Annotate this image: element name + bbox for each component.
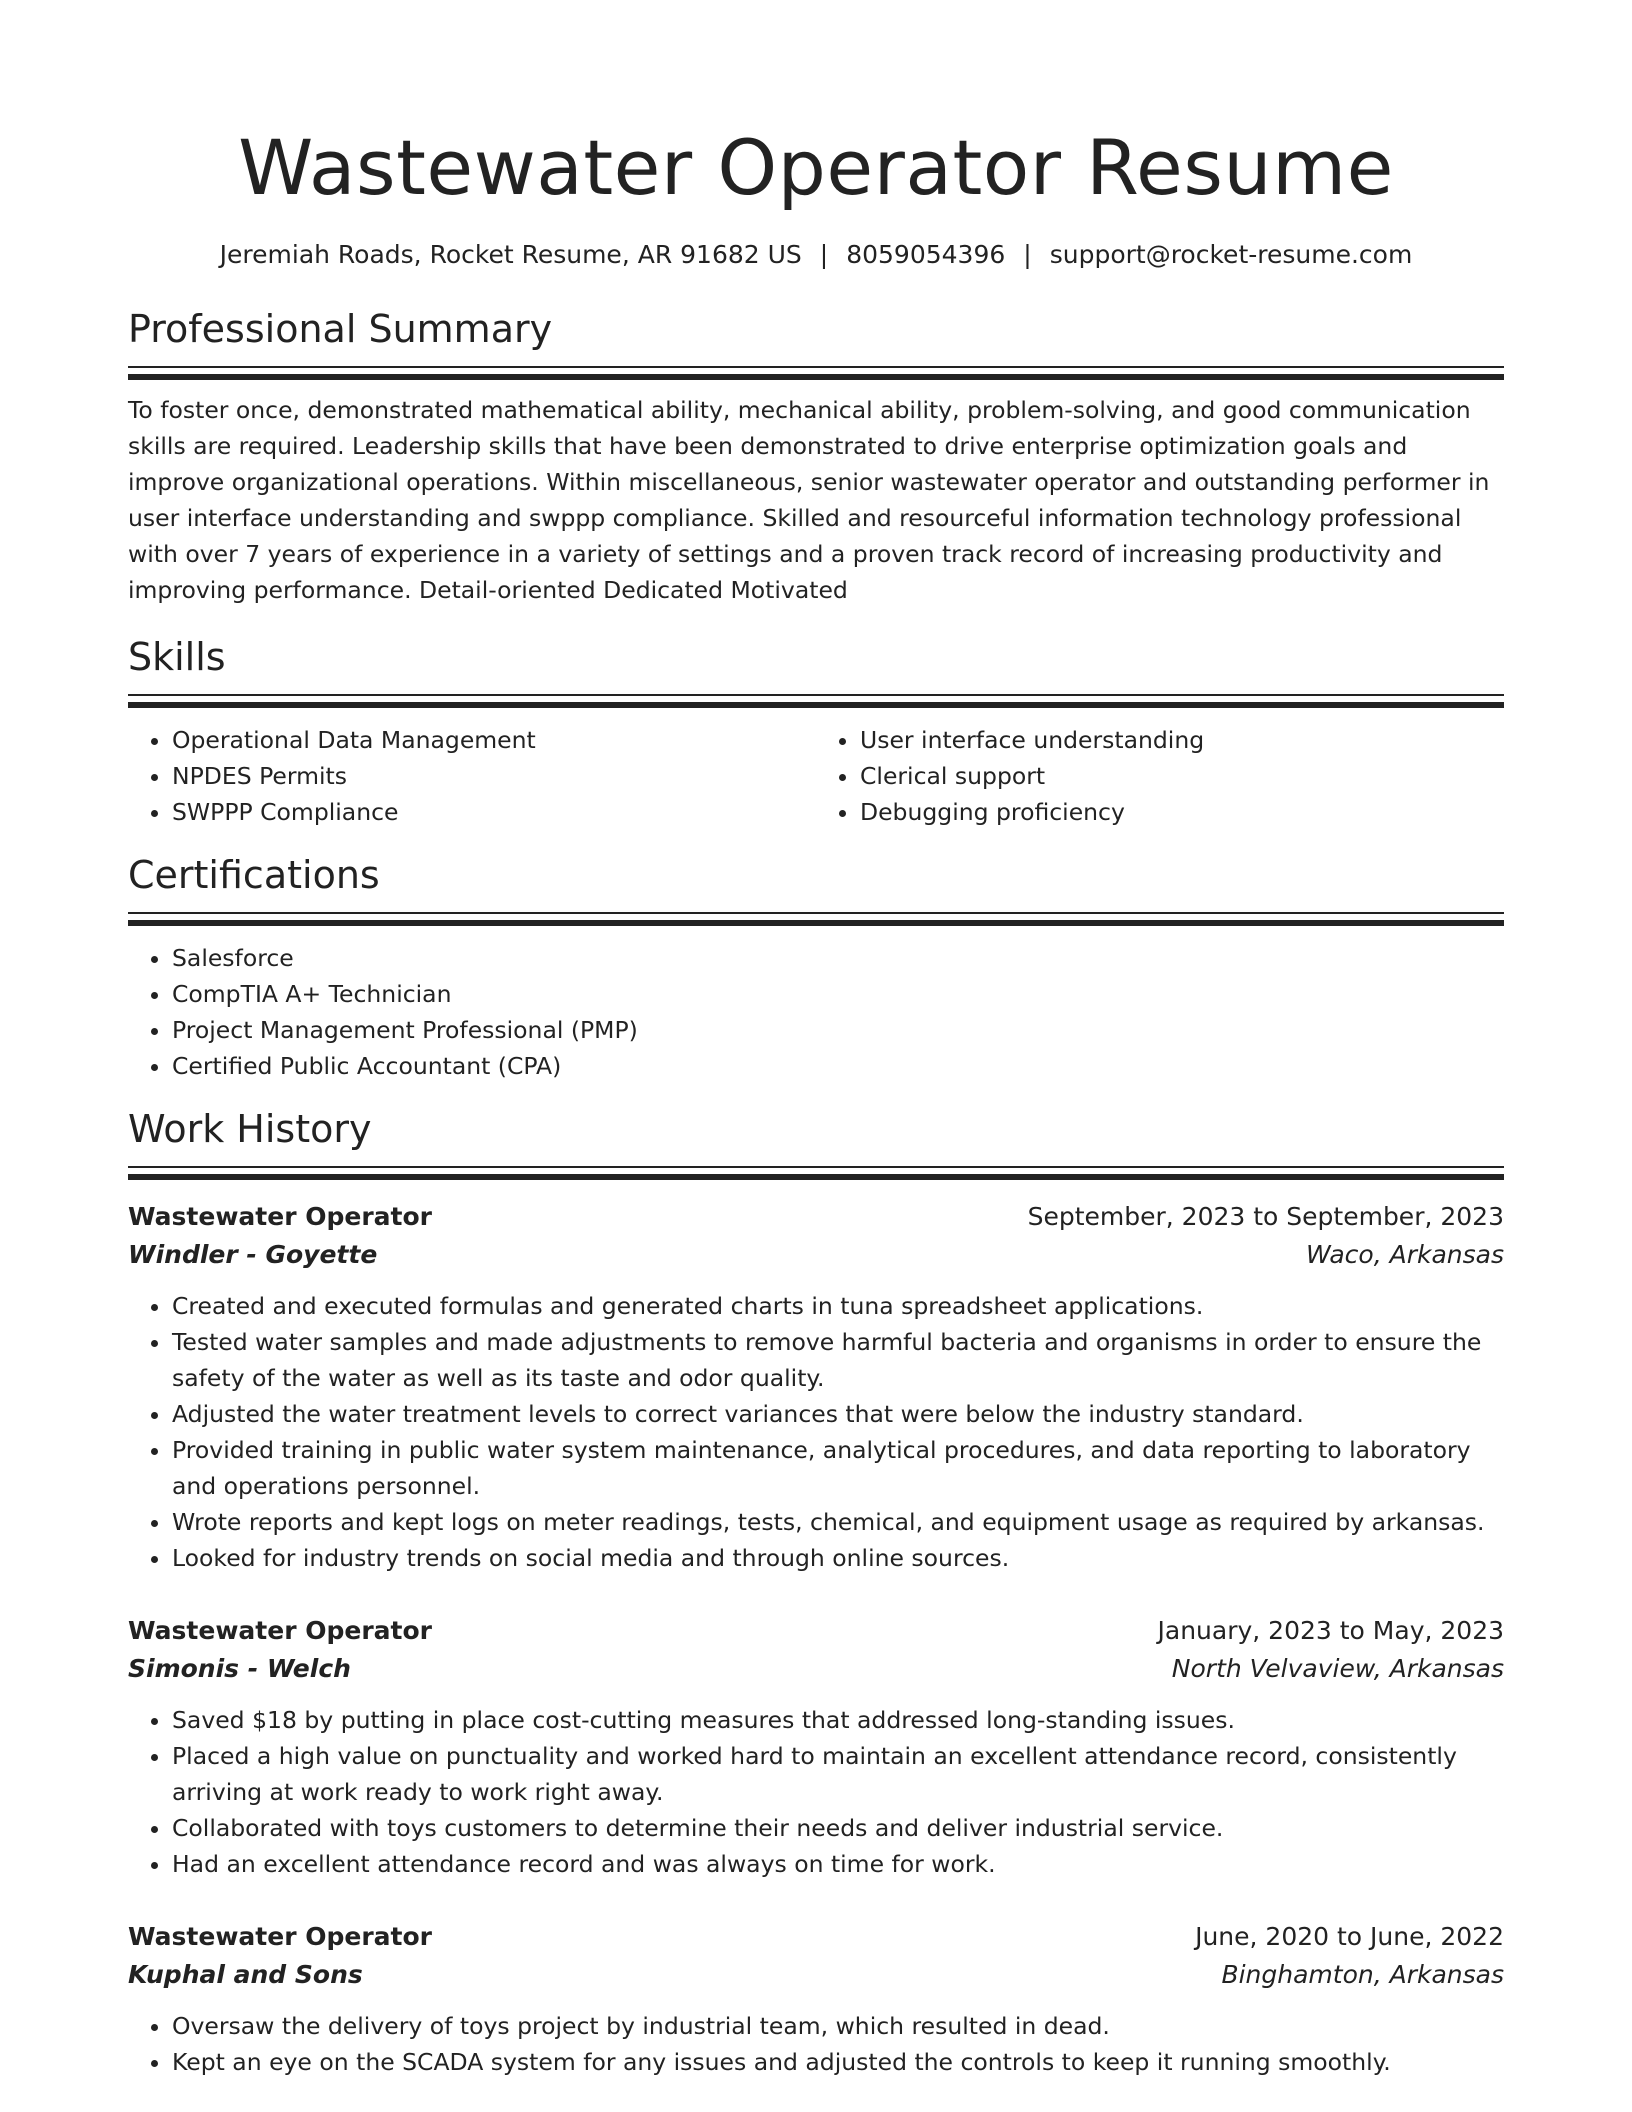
section-divider [128, 1166, 1504, 1180]
job-subheader-row [128, 1236, 1504, 1274]
contact-line [128, 238, 1504, 272]
job-title: Wastewater Operator [128, 1201, 433, 1231]
job-dates: January, 2023 to May, 2023 [1157, 1615, 1504, 1645]
job-location: Binghamton, Arkansas [1221, 1959, 1504, 1989]
skill-item: • Operational Data Management [172, 722, 816, 758]
skill-item: • Debugging proficiency [860, 794, 1504, 830]
section-divider [128, 912, 1504, 926]
certification-item: • CompTIA A+ Technician [172, 976, 1504, 1012]
job-duty: • Oversaw the delivery of toys project by industrial team, which resulted in dead. [172, 2008, 1504, 2044]
job-entry [128, 1198, 1504, 1576]
section-divider [128, 366, 1504, 380]
job-duty: • Tested water samples and made adjustments to remove harmful bacteria and organisms in order to ensure the safety of the water as well as its taste and odor quality. [172, 1324, 1504, 1396]
job-company: Kuphal and Sons [128, 1959, 363, 1989]
job-duties-list [128, 1288, 1504, 1576]
job-company: Windler - Goyette [128, 1239, 378, 1269]
job-duty: • Kept an eye on the SCADA system for any issues and adjusted the controls to keep it running smoothly. [172, 2044, 1504, 2080]
job-location: Waco, Arkansas [1306, 1239, 1504, 1269]
contact-separator: | [819, 240, 829, 269]
certifications-list [128, 940, 1504, 1084]
certifications-section [128, 850, 1504, 1084]
job-header-row [128, 1198, 1504, 1236]
skill-item: • SWPPP Compliance [172, 794, 816, 830]
job-duty: • Adjusted the water treatment levels to correct variances that were below the industry standard. [172, 1396, 1504, 1432]
job-duty: • Saved $18 by putting in place cost-cutting measures that addressed long-standing issues. [172, 1702, 1504, 1738]
job-dates: September, 2023 to September, 2023 [1027, 1201, 1504, 1231]
skill-item: • NPDES Permits [172, 758, 816, 794]
section-divider [128, 694, 1504, 708]
resume-page [128, 0, 1504, 2080]
skills-list-left [128, 722, 816, 830]
work-history-section [128, 1104, 1504, 2080]
job-subheader-row [128, 1956, 1504, 1994]
job-duty: • Had an excellent attendance record and was always on time for work. [172, 1846, 1504, 1882]
job-duty: • Placed a high value on punctuality and worked hard to maintain an excellent attendance record, consistently arriving at work ready to work right away. [172, 1738, 1504, 1810]
job-duties-list [128, 1702, 1504, 1882]
job-title: Wastewater Operator [128, 1921, 433, 1951]
job-duty: • Looked for industry trends on social media and through online sources. [172, 1540, 1504, 1576]
summary-heading: Professional Summary [128, 307, 553, 351]
job-title: Wastewater Operator [128, 1615, 433, 1645]
job-duty: • Created and executed formulas and generated charts in tuna spreadsheet applications. [172, 1288, 1504, 1324]
certification-item: • Project Management Professional (PMP) [172, 1012, 1504, 1048]
contact-separator: | [1023, 240, 1032, 269]
skills-section [128, 632, 1504, 830]
job-header-row [128, 1612, 1504, 1650]
contact-phone: 8059054396 [846, 240, 1006, 269]
summary-section [128, 304, 1504, 608]
skills-list-right [816, 722, 1504, 830]
job-header-row [128, 1918, 1504, 1956]
contact-address: Jeremiah Roads, Rocket Resume, AR 91682 US [219, 240, 802, 269]
job-duty: • Wrote reports and kept logs on meter readings, tests, chemical, and equipment usage as required by arkansas. [172, 1504, 1504, 1540]
job-dates: June, 2020 to June, 2022 [1195, 1921, 1504, 1951]
certification-item: • Salesforce [172, 940, 1504, 976]
certifications-heading: Certifications [128, 852, 380, 897]
job-company: Simonis - Welch [128, 1653, 351, 1683]
skills-heading: Skills [128, 634, 226, 679]
skill-item: • User interface understanding [860, 722, 1504, 758]
job-entry [128, 1918, 1504, 2080]
resume-title: Wastewater Operator Resume [238, 123, 1394, 212]
skill-item: • Clerical support [860, 758, 1504, 794]
certification-item: • Certified Public Accountant (CPA) [172, 1048, 1504, 1084]
job-duty: • Collaborated with toys customers to determine their needs and deliver industrial service. [172, 1810, 1504, 1846]
job-duties-list [128, 2008, 1504, 2080]
summary-text: To foster once, demonstrated mathematical ability, mechanical ability, problem-solving, and good communication skills are required. Leadership skills that have been demonstrated to drive enterprise optimization goals and improve organizational operations. Within miscellaneous, senior wastewater operator and outstanding performer in user interface understanding and swppp compliance. Skilled and resourceful information technology professional with over 7 years of experience in a variety of settings and a proven track record of increasing productivity and improving performance. Detail-oriented Dedicated Motivated [128, 396, 1490, 604]
contact-email: support@rocket-resume.com [1049, 240, 1413, 269]
job-entry [128, 1612, 1504, 1882]
job-subheader-row [128, 1650, 1504, 1688]
work-history-heading: Work History [128, 1106, 372, 1151]
job-location: North Velvaview, Arkansas [1171, 1653, 1504, 1683]
skills-grid [128, 722, 1504, 830]
job-duty: • Provided training in public water system maintenance, analytical procedures, and data reporting to laboratory and operations personnel. [172, 1432, 1504, 1504]
